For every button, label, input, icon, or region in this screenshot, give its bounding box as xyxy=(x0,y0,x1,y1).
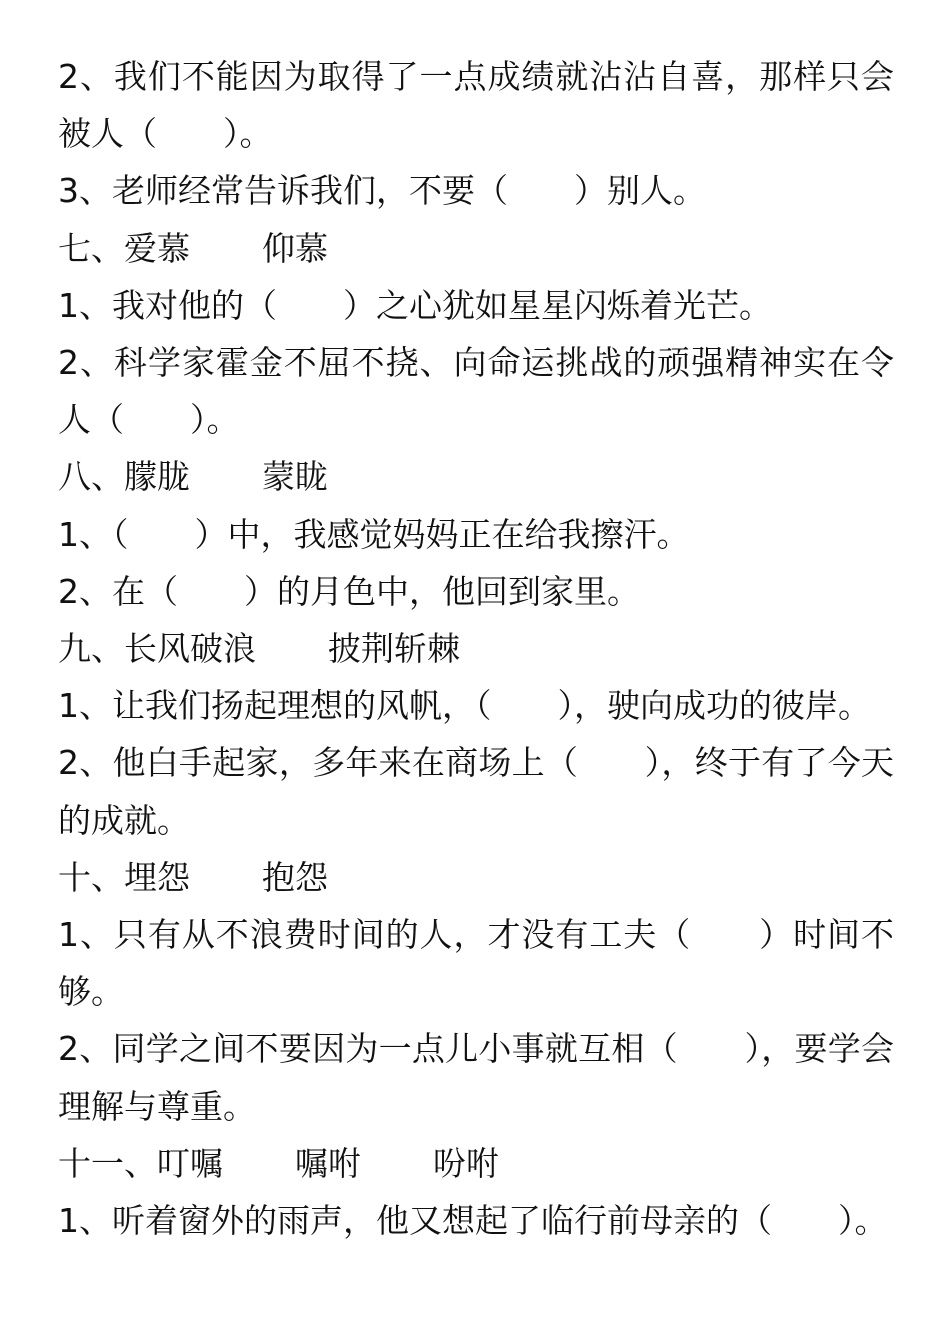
vocabulary-word: 朦胧 xyxy=(124,457,190,497)
fill-in-question: 1、我对他的（ ）之心犹如星星闪烁着光芒。 xyxy=(58,285,772,325)
fill-in-question: 1、只有从不浪费时间的人，才没有工夫（ ）时间不够。 xyxy=(58,915,894,1012)
fill-in-question: 2、他白手起家，多年来在商场上（ ），终于有了今天的成就。 xyxy=(58,743,894,840)
vocabulary-word: 叮嘱 xyxy=(157,1143,223,1183)
vocabulary-word: 吩咐 xyxy=(433,1143,499,1183)
vocabulary-word: 抱怨 xyxy=(262,857,328,897)
fill-in-question: 3、老师经常告诉我们，不要（ ）别人。 xyxy=(58,171,706,211)
vocabulary-word: 披荆斩棘 xyxy=(328,629,460,669)
section-heading xyxy=(58,448,894,505)
section-heading xyxy=(58,220,894,277)
section-number: 十、 xyxy=(58,857,124,897)
vocabulary-word: 仰慕 xyxy=(262,228,328,268)
fill-in-question: 2、我们不能因为取得了一点成绩就沾沾自喜，那样只会被人（ ）。 xyxy=(58,57,894,154)
section-heading xyxy=(58,1135,894,1192)
vocabulary-word: 爱慕 xyxy=(124,228,190,268)
fill-in-question: 1、（ ）中，我感觉妈妈正在给我擦汗。 xyxy=(58,514,690,554)
vocabulary-word: 蒙眬 xyxy=(262,457,328,497)
fill-in-question: 2、科学家霍金不屈不挠、向命运挑战的顽强精神实在令人（ ）。 xyxy=(58,343,894,440)
fill-in-question: 2、在（ ）的月色中，他回到家里。 xyxy=(58,571,640,611)
section-number: 八、 xyxy=(58,457,124,497)
worksheet-content xyxy=(58,48,894,1249)
fill-in-question: 1、让我们扬起理想的风帆，（ ），驶向成功的彼岸。 xyxy=(58,686,871,726)
vocabulary-word: 埋怨 xyxy=(124,857,190,897)
section-heading xyxy=(58,849,894,906)
section-heading xyxy=(58,620,894,677)
vocabulary-word: 嘱咐 xyxy=(295,1143,361,1183)
vocabulary-word: 长风破浪 xyxy=(124,629,256,669)
section-number: 九、 xyxy=(58,629,124,669)
section-number: 十一、 xyxy=(58,1143,157,1183)
fill-in-question: 1、听着窗外的雨声，他又想起了临行前母亲的（ ）。 xyxy=(58,1201,888,1241)
section-number: 七、 xyxy=(58,228,124,268)
fill-in-question: 2、同学之间不要因为一点儿小事就互相（ ），要学会理解与尊重。 xyxy=(58,1029,894,1126)
